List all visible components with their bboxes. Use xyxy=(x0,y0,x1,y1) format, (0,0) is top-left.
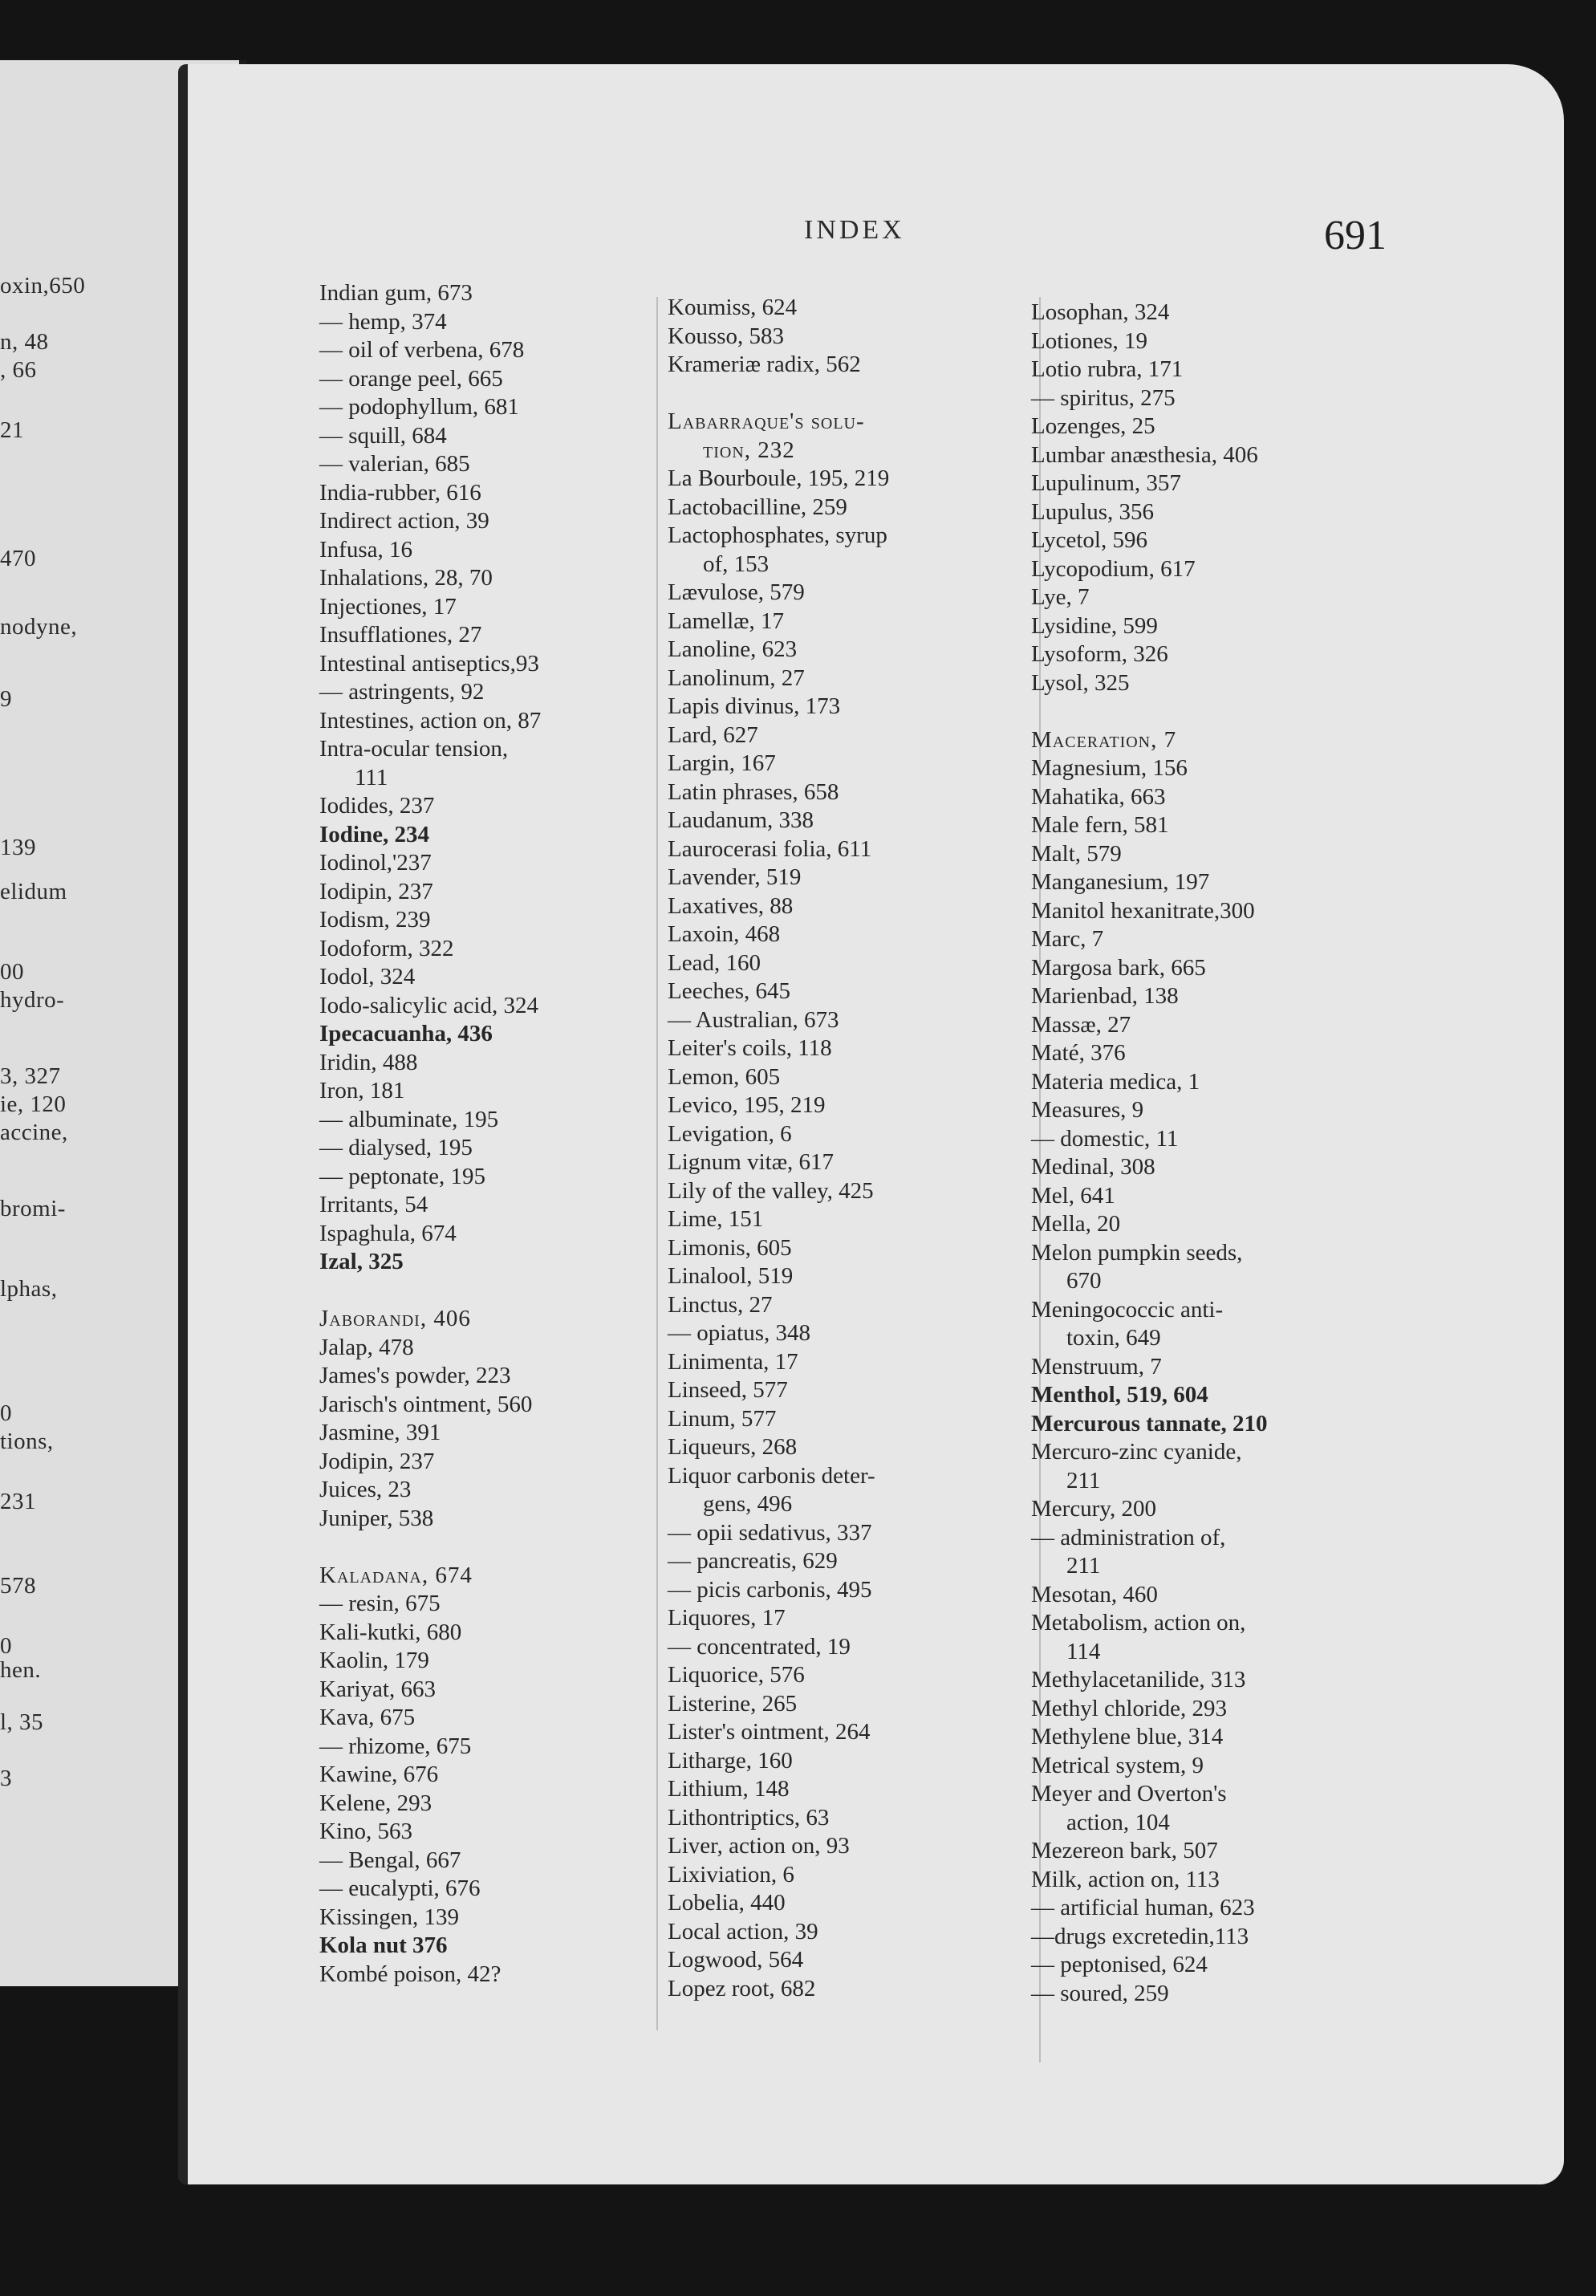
index-entry: Levigation, 6 xyxy=(668,1120,792,1147)
index-entry: Kelene, 293 xyxy=(319,1790,433,1816)
index-entry: Liquores, 17 xyxy=(668,1605,786,1631)
index-entry: Milk, action on, 113 xyxy=(1031,1866,1220,1892)
index-entry: gens, 496 xyxy=(703,1491,793,1517)
left-page-fragment: 231 xyxy=(0,1489,36,1514)
index-entry: Kava, 675 xyxy=(319,1705,416,1730)
left-page-fragment: n, 48 xyxy=(0,329,49,355)
left-page-fragment: 0 xyxy=(0,1633,12,1659)
left-page-fragment: 0 xyxy=(0,1400,12,1426)
left-page-fragment: , 66 xyxy=(0,357,37,383)
index-entry: — valerian, 685 xyxy=(319,451,470,477)
index-entry: Linseed, 577 xyxy=(668,1377,788,1403)
index-entry: — opiatus, 348 xyxy=(668,1320,811,1346)
index-entry: Lopez root, 682 xyxy=(668,1975,816,2001)
section-gap xyxy=(668,380,1045,408)
index-entry: Iodol, 324 xyxy=(319,964,416,990)
left-page-fragment: 470 xyxy=(0,546,36,571)
left-page-fragment: l, 35 xyxy=(0,1709,44,1735)
index-entry: Jodipin, 237 xyxy=(319,1448,435,1474)
index-column-3 xyxy=(1031,299,1408,2008)
left-page-fragment: hydro- xyxy=(0,987,65,1013)
index-entry: Largin, 167 xyxy=(668,750,776,776)
index-entry: Liver, action on, 93 xyxy=(668,1833,850,1859)
page-number: 691 xyxy=(1324,213,1387,258)
index-entry: Injectiones, 17 xyxy=(319,593,457,620)
index-entry: Manganesium, 197 xyxy=(1031,869,1210,895)
index-entry: Lard, 627 xyxy=(668,721,758,748)
index-entry: —drugs excretedin,113 xyxy=(1031,1923,1249,1949)
index-entry: Methyl chloride, 293 xyxy=(1031,1695,1228,1721)
index-entry: Laurocerasi folia, 611 xyxy=(668,835,872,862)
index-entry: Lead, 160 xyxy=(668,949,761,976)
index-entry: Leeches, 645 xyxy=(668,978,790,1004)
left-page-fragment: nodyne, xyxy=(0,614,78,640)
index-entry: Mercury, 200 xyxy=(1031,1496,1156,1522)
left-page-fragment: 139 xyxy=(0,835,36,860)
left-page-fragment: oxin,650 xyxy=(0,273,86,299)
index-entry: Male fern, 581 xyxy=(1031,812,1169,838)
index-entry: Ipecacuanha, 436 xyxy=(319,1021,493,1046)
index-entry: Lotiones, 19 xyxy=(1031,327,1147,354)
index-entry: Liquor carbonis deter- xyxy=(668,1462,875,1489)
index-entry: Meyer and Overton's xyxy=(1031,1781,1227,1806)
index-entry: Infusa, 16 xyxy=(319,536,412,563)
index-entry: Ispaghula, 674 xyxy=(319,1220,457,1246)
index-entry: Kino, 563 xyxy=(319,1819,412,1844)
index-entry: Marc, 7 xyxy=(1031,926,1104,952)
index-entry: Listerine, 265 xyxy=(668,1690,798,1717)
index-entry: Krameriæ radix, 562 xyxy=(668,352,861,377)
running-head: INDEX xyxy=(804,215,905,245)
index-entry: Lanolinum, 27 xyxy=(668,664,805,691)
index-entry: tion, 232 xyxy=(703,437,795,463)
index-entry: toxin, 649 xyxy=(1066,1325,1161,1351)
index-entry: Intra-ocular tension, xyxy=(319,736,509,762)
index-entry: Kola nut 376 xyxy=(319,1932,448,1958)
index-entry: — peptonised, 624 xyxy=(1031,1952,1208,1977)
index-entry: — podophyllum, 681 xyxy=(319,394,519,420)
index-entry: Menstruum, 7 xyxy=(1031,1353,1162,1380)
index-column-2 xyxy=(668,294,1045,2003)
index-entry: — oil of verbena, 678 xyxy=(319,337,525,363)
index-entry: Lye, 7 xyxy=(1031,584,1090,610)
index-entry: Lactobacilline, 259 xyxy=(668,494,847,520)
index-entry: Metabolism, action on, xyxy=(1031,1610,1246,1636)
index-entry: — eucalypti, 676 xyxy=(319,1875,481,1901)
index-entry: Linum, 577 xyxy=(668,1405,777,1432)
index-entry: Measures, 9 xyxy=(1031,1097,1144,1123)
index-entry: Lævulose, 579 xyxy=(668,579,805,605)
index-entry: Lithium, 148 xyxy=(668,1776,790,1802)
index-entry: Iodinol,'237 xyxy=(319,850,432,876)
index-entry: — orange peel, 665 xyxy=(319,365,503,392)
index-entry: Mezereon bark, 507 xyxy=(1031,1838,1218,1863)
index-entry: Juniper, 538 xyxy=(319,1505,434,1531)
index-entry: Methylacetanilide, 313 xyxy=(1031,1667,1246,1693)
left-page-fragment: elidum xyxy=(0,879,67,904)
left-page-fragment: 9 xyxy=(0,686,12,712)
index-entry: — hemp, 374 xyxy=(319,308,447,335)
index-entry: Kawine, 676 xyxy=(319,1762,439,1787)
section-gap xyxy=(319,1277,672,1306)
index-entry: Iodoform, 322 xyxy=(319,935,454,961)
index-entry: of, 153 xyxy=(703,551,770,577)
index-entry: — opii sedativus, 337 xyxy=(668,1519,872,1546)
index-entry: Meningococcic anti- xyxy=(1031,1296,1224,1323)
index-entry: India-rubber, 616 xyxy=(319,479,481,506)
index-entry: Iodides, 237 xyxy=(319,793,435,819)
index-entry: Lavender, 519 xyxy=(668,864,802,890)
index-entry: Insufflationes, 27 xyxy=(319,622,482,648)
index-entry: Jaborandi, 406 xyxy=(319,1306,471,1331)
index-entry: Kali-kutki, 680 xyxy=(319,1619,462,1645)
index-entry: Iridin, 488 xyxy=(319,1049,418,1075)
index-entry: Lister's ointment, 264 xyxy=(668,1719,871,1745)
left-page-fragment: bromi- xyxy=(0,1196,66,1221)
index-entry: — Bengal, 667 xyxy=(319,1847,461,1873)
index-entry: Logwood, 564 xyxy=(668,1947,804,1973)
index-entry: Jalap, 478 xyxy=(319,1334,414,1360)
index-entry: — concentrated, 19 xyxy=(668,1633,851,1660)
index-entry: Koumiss, 624 xyxy=(668,295,798,320)
index-entry: Lily of the valley, 425 xyxy=(668,1177,874,1204)
index-entry: Lanoline, 623 xyxy=(668,636,798,662)
index-entry: Linalool, 519 xyxy=(668,1263,794,1289)
index-entry: Jarisch's ointment, 560 xyxy=(319,1391,533,1417)
index-entry: Mercurous tannate, 210 xyxy=(1031,1410,1268,1437)
index-entry: Kariyat, 663 xyxy=(319,1676,436,1702)
index-entry: Iodo-salicylic acid, 324 xyxy=(319,992,538,1018)
index-entry: Lemon, 605 xyxy=(668,1063,781,1090)
index-entry: Leiter's coils, 118 xyxy=(668,1035,832,1061)
left-page-fragment: ie, 120 xyxy=(0,1091,67,1117)
index-entry: Liqueurs, 268 xyxy=(668,1434,798,1460)
index-entry: Losophan, 324 xyxy=(1031,299,1170,325)
index-entry: — spiritus, 275 xyxy=(1031,384,1176,411)
left-page-fragment: 3 xyxy=(0,1766,12,1791)
left-page-fragment: hen. xyxy=(0,1657,42,1683)
index-entry: Lotio rubra, 171 xyxy=(1031,356,1184,382)
index-entry: — domestic, 11 xyxy=(1031,1125,1179,1152)
index-entry: Indian gum, 673 xyxy=(319,280,473,306)
index-entry: Iron, 181 xyxy=(319,1078,405,1103)
index-entry: Izal, 325 xyxy=(319,1249,404,1274)
left-page-fragment: 578 xyxy=(0,1573,36,1599)
index-entry: Lysidine, 599 xyxy=(1031,612,1158,639)
index-entry: 114 xyxy=(1066,1638,1101,1664)
index-entry: Laxatives, 88 xyxy=(668,892,794,919)
index-entry: Mahatika, 663 xyxy=(1031,783,1166,810)
index-entry: — Australian, 673 xyxy=(668,1006,839,1033)
index-entry: Inhalations, 28, 70 xyxy=(319,565,493,591)
index-entry: action, 104 xyxy=(1066,1809,1170,1835)
index-entry: Jasmine, 391 xyxy=(319,1420,441,1445)
index-entry: Kaladana, 674 xyxy=(319,1562,473,1588)
index-entry: Lamellæ, 17 xyxy=(668,608,784,634)
index-entry: Methylene blue, 314 xyxy=(1031,1724,1224,1749)
index-entry: 211 xyxy=(1066,1553,1101,1579)
index-entry: Kissingen, 139 xyxy=(319,1904,459,1930)
index-entry: James's powder, 223 xyxy=(319,1363,511,1388)
left-page-fragment: tions, xyxy=(0,1428,54,1454)
index-entry: Maceration, 7 xyxy=(1031,726,1177,753)
index-entry: Medinal, 308 xyxy=(1031,1154,1155,1180)
index-entry: Liquorice, 576 xyxy=(668,1662,805,1688)
index-entry: Laxoin, 468 xyxy=(668,921,781,947)
index-entry: Juices, 23 xyxy=(319,1477,412,1502)
index-entry: Lime, 151 xyxy=(668,1206,764,1232)
left-page-fragment: lphas, xyxy=(0,1276,58,1302)
index-entry: Lozenges, 25 xyxy=(1031,413,1155,439)
index-entry: — rhizome, 675 xyxy=(319,1733,472,1759)
index-entry: Levico, 195, 219 xyxy=(668,1092,826,1118)
left-page-fragment: 3, 327 xyxy=(0,1063,61,1089)
index-entry: 670 xyxy=(1066,1268,1102,1294)
index-entry: Lumbar anæsthesia, 406 xyxy=(1031,441,1258,468)
index-entry: Materia medica, 1 xyxy=(1031,1068,1200,1095)
index-entry: Indirect action, 39 xyxy=(319,508,489,534)
index-entry: — dialysed, 195 xyxy=(319,1135,473,1160)
index-entry: Local action, 39 xyxy=(668,1918,818,1944)
index-entry: Maté, 376 xyxy=(1031,1040,1126,1066)
index-entry: Lysol, 325 xyxy=(1031,669,1130,696)
index-entry: Lycetol, 596 xyxy=(1031,527,1147,553)
index-column-1 xyxy=(319,279,672,1989)
index-entry: Mercuro-zinc cyanide, xyxy=(1031,1439,1242,1465)
index-entry: Lactophosphates, syrup xyxy=(668,522,887,548)
index-entry: Latin phrases, 658 xyxy=(668,778,839,805)
index-entry: Iodism, 239 xyxy=(319,907,431,933)
index-entry: Lapis divinus, 173 xyxy=(668,693,841,719)
left-page-fragment: 21 xyxy=(0,417,24,443)
index-entry: Laudanum, 338 xyxy=(668,807,814,833)
index-entry: Kaolin, 179 xyxy=(319,1648,429,1673)
index-entry: Malt, 579 xyxy=(1031,840,1122,867)
index-entry: Lixiviation, 6 xyxy=(668,1861,794,1888)
index-entry: Manitol hexanitrate,300 xyxy=(1031,897,1255,924)
section-gap xyxy=(319,1533,672,1562)
index-entry: — pancreatis, 629 xyxy=(668,1548,838,1574)
section-gap xyxy=(1031,697,1408,726)
index-entry: 111 xyxy=(355,764,388,790)
index-entry: — albuminate, 195 xyxy=(319,1106,499,1132)
index-entry: Melon pumpkin seeds, xyxy=(1031,1239,1243,1266)
index-entry: — peptonate, 195 xyxy=(319,1163,485,1189)
index-entry: La Bourboule, 195, 219 xyxy=(668,465,890,491)
index-entry: Limonis, 605 xyxy=(668,1234,792,1261)
index-entry: Mel, 641 xyxy=(1031,1182,1115,1209)
index-entry: Intestinal antiseptics,93 xyxy=(319,650,539,677)
index-entry: Menthol, 519, 604 xyxy=(1031,1382,1208,1408)
index-entry: Linimenta, 17 xyxy=(668,1348,798,1375)
index-entry: Lupulinum, 357 xyxy=(1031,470,1181,496)
index-entry: — artificial human, 623 xyxy=(1031,1895,1255,1920)
index-entry: Lycopodium, 617 xyxy=(1031,555,1196,582)
index-entry: Metrical system, 9 xyxy=(1031,1752,1204,1778)
index-entry: 211 xyxy=(1066,1467,1101,1493)
index-entry: Kombé poison, 42? xyxy=(319,1961,502,1987)
index-entry: Iodipin, 237 xyxy=(319,878,433,904)
index-entry: Mella, 20 xyxy=(1031,1211,1121,1237)
index-entry: Massæ, 27 xyxy=(1031,1011,1131,1038)
index-entry: Magnesium, 156 xyxy=(1031,755,1188,781)
index-entry: — soured, 259 xyxy=(1031,1980,1169,2006)
index-entry: — administration of, xyxy=(1031,1524,1226,1550)
index-entry: Margosa bark, 665 xyxy=(1031,954,1206,981)
index-entry: Lobelia, 440 xyxy=(668,1890,786,1916)
index-entry: Kousso, 583 xyxy=(668,323,785,349)
index-entry: Lupulus, 356 xyxy=(1031,498,1155,525)
index-entry: Lysoform, 326 xyxy=(1031,641,1168,667)
index-entry: — astringents, 92 xyxy=(319,679,485,705)
index-entry: Mesotan, 460 xyxy=(1031,1581,1158,1607)
index-entry: Labarraque's solu- xyxy=(668,408,865,434)
index-entry: Lignum vitæ, 617 xyxy=(668,1149,835,1175)
index-entry: Iodine, 234 xyxy=(319,821,429,847)
index-entry: Linctus, 27 xyxy=(668,1291,773,1318)
index-entry: Intestines, action on, 87 xyxy=(319,707,542,734)
index-entry: Irritants, 54 xyxy=(319,1192,428,1217)
left-page-fragment: 00 xyxy=(0,959,24,985)
index-entry: Marienbad, 138 xyxy=(1031,983,1179,1009)
index-entry: — picis carbonis, 495 xyxy=(668,1576,872,1603)
index-entry: — squill, 684 xyxy=(319,422,447,449)
index-entry: Lithontriptics, 63 xyxy=(668,1804,830,1831)
index-entry: — resin, 675 xyxy=(319,1591,441,1616)
left-page-fragment: accine, xyxy=(0,1120,68,1145)
index-entry: Litharge, 160 xyxy=(668,1747,793,1774)
